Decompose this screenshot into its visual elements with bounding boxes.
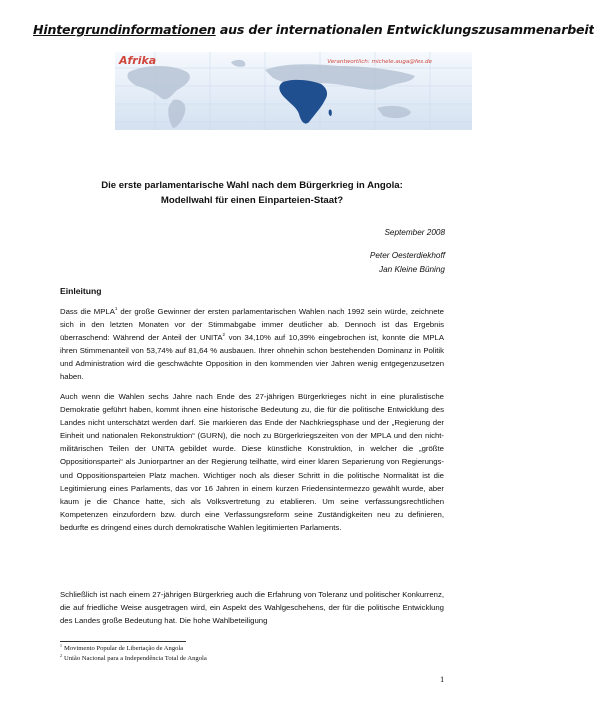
paragraph-text: der große Gewinner der ersten parlamentarischen Wahlen nach 1992 sein würde, zeichnete sich in den letzten Monaten vor der Stimmabgabe immer deutlicher ab. Dennoch ist das Ergebnis überraschend: Während der Anteil der UNITA [60, 307, 444, 343]
header-title [33, 22, 594, 37]
banner-responsible: Verantwortlich: michele.auga@fes.de [327, 59, 432, 65]
page-number: 1 [440, 674, 445, 684]
document-date: September 2008 [384, 228, 445, 237]
footnote-ref[interactable]: 1 [114, 306, 118, 311]
footnote-number: 1 [60, 643, 62, 648]
banner-region-label: Afrika [119, 54, 157, 67]
footnote [60, 645, 183, 652]
region-banner [115, 52, 472, 130]
footnote-text: Movimento Popular de Libertação de Angola [64, 645, 184, 652]
footnote [60, 655, 207, 662]
paragraph-text: von 34,10% auf 10,39% eingebrochen ist, konnte die MPLA ihren Stimmenanteil von 53,74% auf 81,64 % ausbauen. Ihrer ohnehin schon bestehenden Dominanz in Politik und Administration wird die geschwächte Opposition in den kommenden vier Jahren wenig entgegenzusetzen haben. [60, 333, 445, 382]
paragraph-text: Auch wenn die Wahlen sechs Jahre nach Ende des 27-jährigen Bürgerkrieges nicht in eine pluralistische Demokratie geführt haben, kommt ihnen eine historische Bedeutung zu, die für die politische Entwicklung des Landes nicht unterschätzt werden darf. Sie markieren das Ende der Nachkriegsphase und der „Regierung der Einheit und nationalen Rekonstruktion“ (GURN), die noch zu Bürgerkriegszeiten von der MPLA und den nicht-militärischen Teilen der UNITA gebildet wurde. Diese künstliche Konstruktion, in welcher die „größte Oppositionspartei“ als Juniorpartner an der Regierung teilhatte, wird einer klaren Separierung von Regierungs- und Oppositionsparteien Platz machen. Wichtiger noch als dieser Schritt in die politische Normalität ist die Legitimierung eines Parlaments, das vor 16 Jahren in einem kurzen Friedensintermezzo gewählt wurde, aber kaum je die Chance hatte, sich als Volksvertretung zu etablieren. Um seine verfassungsrechtlichen Kompetenzen einzufordern bzw. durch eine Verfassungsreform seine Zuständigkeiten neu zu definieren, bedurfte es dringend eines durch demokratische Wahlen legitimierten Parlaments. [60, 392, 444, 532]
footnote-text: União Nacional para a Independência Total de Angola [64, 655, 207, 662]
paragraph-text: Dass die MPLA [60, 307, 115, 316]
author-name: Jan Kleine Büning [378, 265, 445, 274]
author-name: Peter Oesterdiekhoff [369, 251, 445, 260]
document-title [40, 178, 464, 208]
footnote-ref[interactable]: 2 [222, 332, 226, 338]
footnote-divider [60, 641, 186, 642]
document-title-line2: Modellwahl für einen Einparteien-Staat? [160, 195, 344, 206]
section-heading: Einleitung [60, 286, 102, 296]
header-title-underlined: Hintergrundinformationen [33, 22, 216, 37]
paragraph [60, 305, 444, 384]
paragraph [60, 390, 444, 534]
footnote-number: 2 [60, 653, 62, 658]
document-title-line1: Die erste parlamentarische Wahl nach dem Bürgerkrieg in Angola: [101, 180, 403, 191]
header-title-rest: aus der internationalen Entwicklungszusammenarbeit [215, 22, 594, 37]
paragraph [60, 588, 444, 627]
paragraph-text: Schließlich ist nach einem 27-jährigen Bürgerkrieg auch die Erfahrung von Toleranz und politischer Konkurrenz, die auf friedliche Weise ausgetragen wird, ein Aspekt des Wahlgeschehens, der für die politische Entwicklung des Landes große Bedeutung hat. Die hohe Wahlbeteiligung [60, 590, 444, 626]
